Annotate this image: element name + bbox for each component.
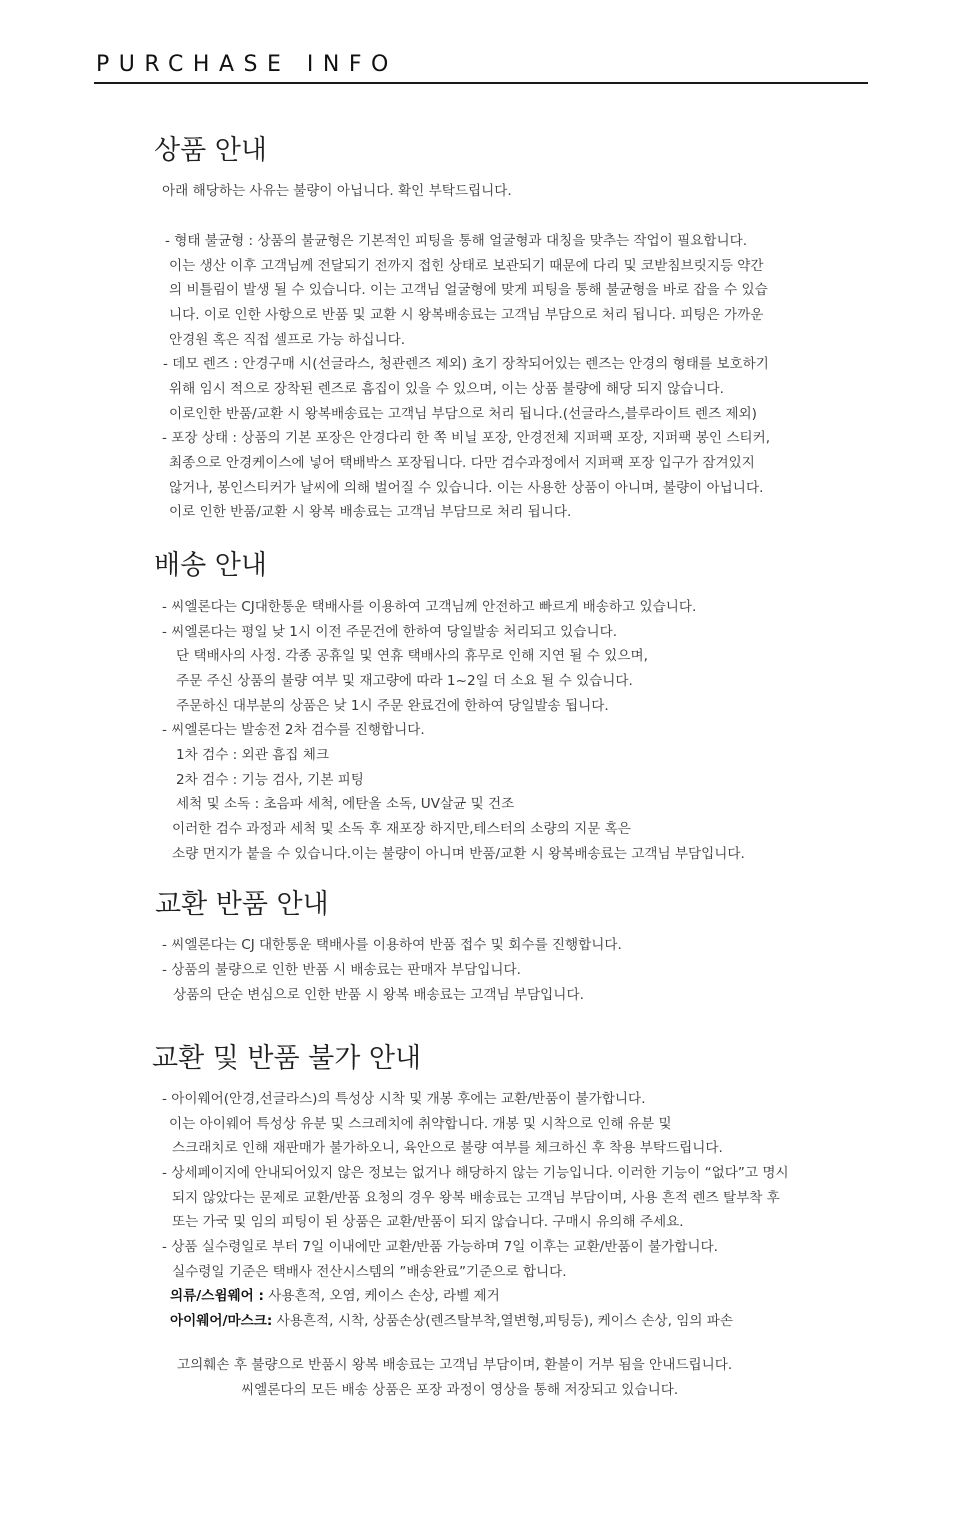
section-heading-product: 상품 안내 bbox=[154, 135, 267, 166]
section-heading-exchange: 교환 반품 안내 bbox=[155, 889, 329, 920]
section-heading-no-exchange: 교환 및 반품 불가 안내 bbox=[152, 1043, 422, 1074]
product-line: - 포장 상태 : 상품의 기본 포장은 안경다리 한 쪽 비닐 포장, 안경전체 지퍼팩 포장, 지퍼팩 봉인 스티커, bbox=[162, 430, 771, 446]
no-exchange-line: 스크래치로 인해 재판매가 불가하오니, 육안으로 불량 여부를 체크하신 후 착용 부탁드립니다. bbox=[172, 1140, 723, 1156]
no-exchange-line: 이는 아이웨어 특성상 유분 및 스크레치에 취약합니다. 개봉 및 시착으로 인해 유분 및 bbox=[169, 1116, 672, 1132]
product-line: - 데모 렌즈 : 안경구매 시(선글라스, 청관렌즈 제외) 초기 장착되어있는 렌즈는 안경의 형태를 보호하기 bbox=[163, 356, 769, 372]
purchase-info-header bbox=[94, 50, 868, 84]
exchange-line: - 상품의 불량으로 인한 반품 시 배송료는 판매자 부담입니다. bbox=[162, 962, 521, 978]
no-exchange-line: 또는 가국 및 임의 피팅이 된 상품은 교환/반품이 되지 않습니다. 구매시 유의해 주세요. bbox=[172, 1214, 684, 1230]
shipping-line: 주문하신 대부분의 상품은 낮 1시 주문 완료건에 한하여 당일발송 됩니다. bbox=[176, 698, 609, 714]
eyewear-rule bbox=[170, 1312, 733, 1330]
shipping-line: 주문 주신 상품의 불량 여부 및 재고량에 따라 1~2일 더 소요 될 수 있습니다. bbox=[176, 673, 633, 689]
section-heading-shipping: 배송 안내 bbox=[154, 550, 267, 581]
product-intro: 아래 해당하는 사유는 불량이 아닙니다. 확인 부탁드립니다. bbox=[162, 183, 512, 199]
product-line: 이는 생산 이후 고객님께 전달되기 전까지 접힌 상태로 보관되기 때문에 다리 및 코받침브릿지등 약간 bbox=[169, 258, 764, 274]
no-exchange-line: - 상세페이지에 안내되어있지 않은 정보는 없거나 해당하지 않는 기능입니다. 이러한 기능이 “없다”고 명시 bbox=[162, 1165, 789, 1181]
exchange-line: - 씨엘론다는 CJ 대한통운 택배사를 이용하여 반품 접수 및 회수를 진행합니다. bbox=[162, 937, 622, 953]
clothing-text: 사용흔적, 오염, 케이스 손상, 라벨 제거 bbox=[263, 1288, 500, 1304]
page-title: PURCHASE INFO bbox=[96, 52, 398, 77]
shipping-line: - 씨엘론다는 발송전 2차 검수를 진행합니다. bbox=[162, 722, 425, 738]
shipping-line: - 씨엘론다는 평일 낮 1시 이전 주문건에 한하여 당일발송 처리되고 있습니다. bbox=[162, 624, 618, 640]
product-line: 최종으로 안경케이스에 넣어 택배박스 포장됩니다. 다만 검수과정에서 지퍼팩 포장 입구가 잠겨있지 bbox=[169, 455, 755, 471]
shipping-line: 단 택배사의 사정. 각종 공휴일 및 연휴 택배사의 휴무로 인해 지연 될 수 있으며, bbox=[176, 648, 648, 664]
clothing-label: 의류/스윔웨어 : bbox=[170, 1288, 264, 1304]
footer-note: 고의훼손 후 불량으로 반품시 왕복 배송료는 고객님 부담이며, 환불이 거부 됨을 안내드립니다. bbox=[177, 1357, 733, 1373]
shipping-line: 세척 및 소독 : 초음파 세척, 에탄올 소독, UV살균 및 건조 bbox=[176, 796, 515, 812]
no-exchange-line: 실수령일 기준은 택배사 전산시스템의 ”배송완료”기준으로 합니다. bbox=[172, 1264, 567, 1280]
product-line: 않거나, 봉인스티커가 날씨에 의해 벌어질 수 있습니다. 이는 사용한 상품이 아니며, 불량이 아닙니다. bbox=[169, 480, 764, 496]
shipping-line: 소량 먼지가 붙을 수 있습니다.이는 불량이 아니며 반품/교환 시 왕복배송료는 고객님 부담입니다. bbox=[172, 846, 745, 862]
shipping-line: 1차 검수 : 외관 흠집 체크 bbox=[176, 747, 330, 763]
footer-note: 씨엘론다의 모든 배송 상품은 포장 과정이 영상을 통해 저장되고 있습니다. bbox=[241, 1382, 679, 1398]
shipping-line: 이러한 검수 과정과 세척 및 소독 후 재포장 하지만,테스터의 소량의 지문 혹은 bbox=[172, 821, 631, 837]
clothing-rule bbox=[170, 1287, 500, 1305]
product-line: 이로인한 반품/교환 시 왕복배송료는 고객님 부담으로 처리 됩니다.(선글라스,블루라이트 렌즈 제외) bbox=[169, 406, 757, 422]
product-line: 안경원 혹은 직접 셀프로 가능 하십니다. bbox=[169, 332, 406, 348]
product-line: 이로 인한 반품/교환 시 왕복 배송료는 고객님 부담므로 처리 됩니다. bbox=[169, 504, 572, 520]
product-line: 의 비틀림이 발생 될 수 있습니다. 이는 고객님 얼굴형에 맞게 피팅을 통해 불균형을 바로 잡을 수 있습 bbox=[169, 282, 768, 298]
shipping-line: - 씨엘론다는 CJ대한통운 택배사를 이용하여 고객님께 안전하고 빠르게 배송하고 있습니다. bbox=[162, 599, 697, 615]
eyewear-label: 아이웨어/마스크: bbox=[170, 1313, 273, 1329]
exchange-line: 상품의 단순 변심으로 인한 반품 시 왕복 배송료는 고객님 부담입니다. bbox=[173, 987, 584, 1003]
product-line: 위해 임시 적으로 장착된 렌즈로 흠집이 있을 수 있으며, 이는 상품 불량에 해당 되지 않습니다. bbox=[169, 381, 725, 397]
product-line: - 형태 불균형 : 상품의 불균형은 기본적인 피팅을 통해 얼굴형과 대칭을 맞추는 작업이 필요합니다. bbox=[165, 233, 748, 249]
product-line: 니다. 이로 인한 사항으로 반품 및 교환 시 왕복배송료는 고객님 부담으로 처리 됩니다. 피팅은 가까운 bbox=[169, 307, 764, 323]
no-exchange-line: 되지 않았다는 문제로 교환/반품 요청의 경우 왕복 배송료는 고객님 부담이며, 사용 흔적 렌즈 탈부착 후 bbox=[172, 1190, 780, 1206]
shipping-line: 2차 검수 : 기능 검사, 기본 피팅 bbox=[176, 772, 364, 788]
eyewear-text: 사용흔적, 시착, 상품손상(렌즈탈부착,열변형,피팅등), 케이스 손상, 임의 파손 bbox=[272, 1313, 734, 1329]
no-exchange-line: - 아이웨어(안경,선글라스)의 특성상 시착 및 개봉 후에는 교환/반품이 불가합니다. bbox=[162, 1091, 646, 1107]
no-exchange-line: - 상품 실수령일로 부터 7일 이내에만 교환/반품 가능하며 7일 이후는 교환/반품이 불가합니다. bbox=[162, 1239, 718, 1255]
